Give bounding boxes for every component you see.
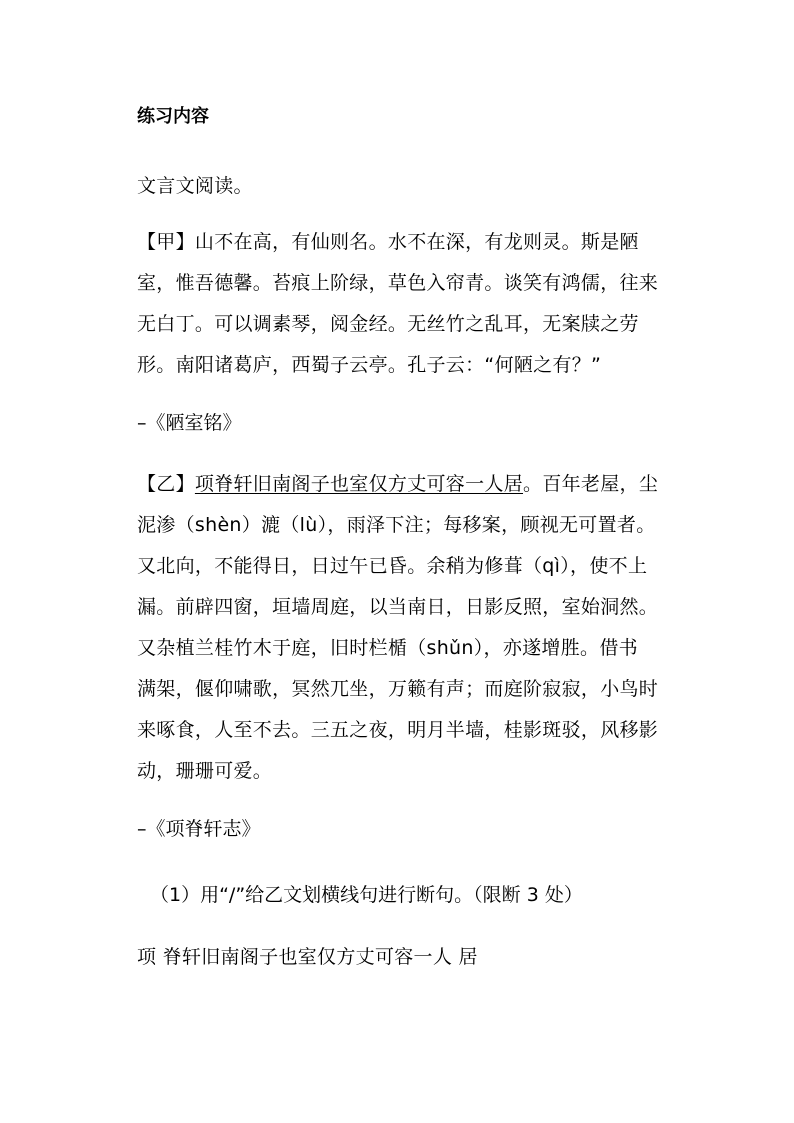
underlined-sentence: 项脊轩旧南阁子也室仅方丈可容一人居 — [194, 473, 524, 495]
passage-jia-line-4: 形。南阳诸葛庐，西蜀子云亭。孔子云：“何陋之有？” — [137, 354, 602, 376]
passage-yi-line-5: 又杂植兰桂竹木于庭，旧时栏楯（shǔn），亦遂增胜。借书 — [137, 637, 638, 659]
passage-yi-line-8: 动，珊珊可爱。 — [137, 760, 273, 782]
passage-yi-line-1-rest: 。百年老屋，尘 — [523, 473, 659, 495]
passage-jia-line-3: 无白丁。可以调素琴，阅金经。无丝竹之乱耳，无案牍之劳 — [137, 313, 639, 335]
intro-text: 文言文阅读。 — [137, 175, 253, 197]
passage-yi-line-6: 满架，偃仰啸歌，冥然兀坐，万籁有声；而庭阶寂寂，小鸟时 — [137, 678, 659, 700]
passage-yi-line-1 — [137, 471, 658, 497]
passage-jia-line-2: 室，惟吾德馨。苔痕上阶绿，草色入帘青。谈笑有鸿儒，往来 — [137, 272, 659, 294]
section-heading: 练习内容 — [137, 106, 209, 127]
passage-yi-source: –《项脊轩志》 — [137, 818, 261, 840]
question-1: （1）用“/”给乙文划横线句进行断句。（限断 3 处） — [150, 884, 583, 906]
passage-yi-line-2: 泥渗（shèn）漉（lù），雨泽下注；每移案，顾视无可置者。 — [137, 514, 656, 536]
question-1-answer-line: 项 脊轩旧南阁子也室仅方丈可容一人 居 — [137, 946, 478, 968]
passage-yi-line-7: 来啄食，人至不去。三五之夜，明月半墙，桂影斑驳，风移影 — [137, 719, 659, 741]
passage-yi-line-3: 又北向，不能得日，日过午已昏。余稍为修葺（qì），使不上 — [137, 555, 648, 577]
passage-yi-marker: 【乙】 — [137, 473, 195, 495]
passage-jia-line-1: 【甲】山不在高，有仙则名。水不在深，有龙则灵。斯是陋 — [137, 231, 639, 253]
passage-yi-line-4: 漏。前辟四窗，垣墙周庭，以当南日，日影反照，室始洞然。 — [137, 596, 659, 618]
passage-jia-source: –《陋室铭》 — [137, 412, 242, 434]
